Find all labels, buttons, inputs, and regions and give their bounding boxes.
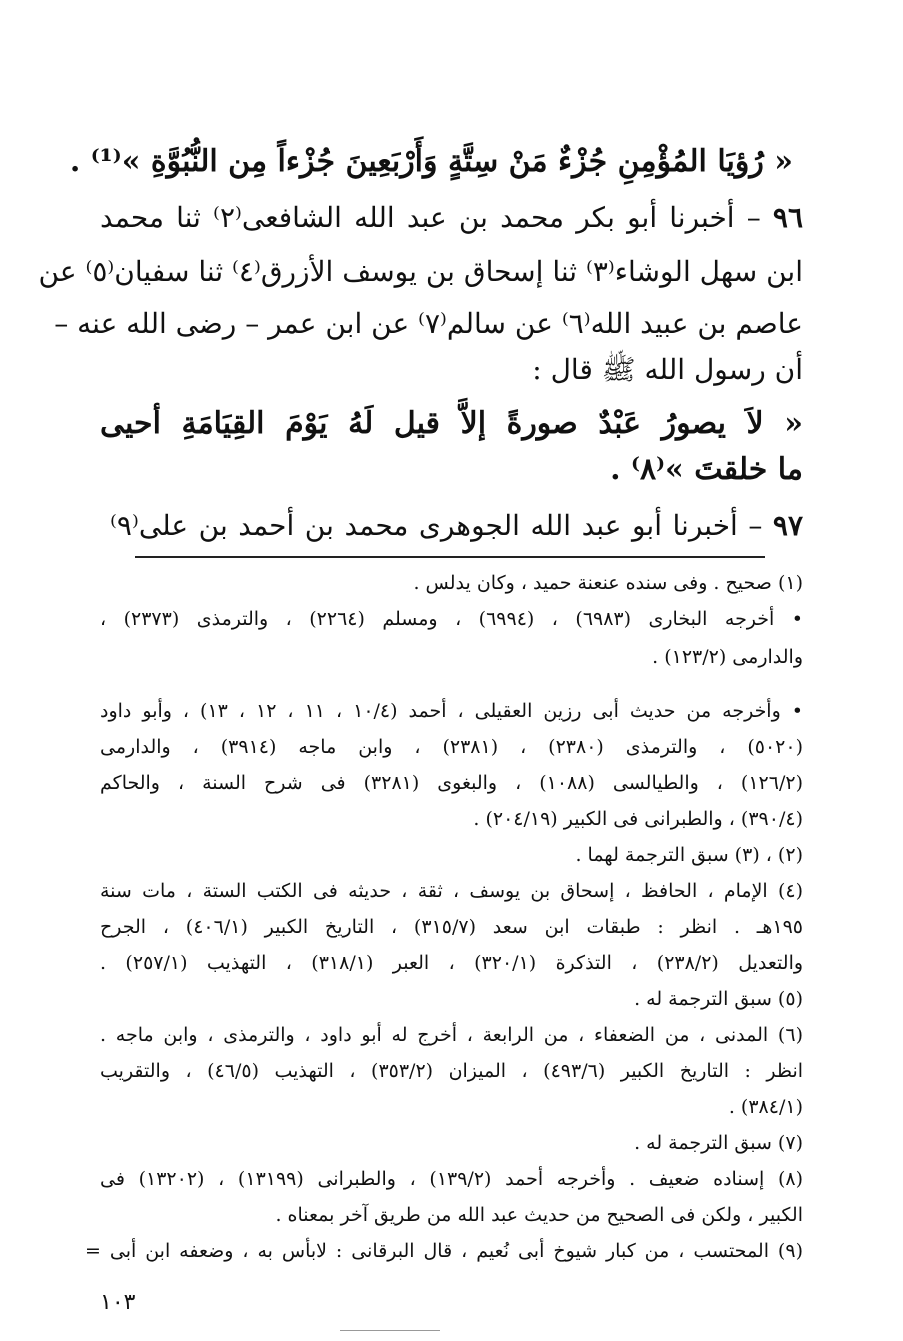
hadith-text: – أخبرنا أبو بكر محمد بن عبد الله الشافعى⁽٢⁾ ثنا محمد	[100, 201, 761, 234]
footnote-line: (٦) المدنى ، من الضعفاء ، من الرابعة ، أخرج له أبو داود ، والترمذى ، وابن ماجه .	[100, 1024, 803, 1046]
page-number: ١٠٣	[100, 1290, 136, 1315]
hadith-96-line-2: ابن سهل الوشاء⁽٣⁾ ثنا إسحاق بن يوسف الأزرق⁽٤⁾ ثنا سفيان⁽٥⁾ عن	[38, 255, 803, 288]
footnote-separator	[135, 556, 765, 558]
bottom-edge-mark	[340, 1330, 440, 1331]
hadith-96-line-3: عاصم بن عبيد الله⁽٦⁾ عن سالم⁽٧⁾ عن ابن عمر – رضى الله عنه –	[54, 307, 803, 340]
footnote-line: (٧) سبق الترجمة له .	[634, 1132, 803, 1154]
hadith-96-quote-1: « لاَ يصورُ عَبْدٌ صورةً إلاَّ قيل لَهُ يَوْمَ القِيَامَةِ أحيى	[100, 406, 803, 441]
footnote-line: (٥) سبق الترجمة له .	[634, 988, 803, 1010]
footnote-line: انظر : التاريخ الكبير (٤٩٣/٦) ، الميزان (٣٥٣/٢) ، التهذيب (٤٦/٥) ، والتقريب	[100, 1060, 804, 1082]
hadith-number: ٩٦	[772, 201, 803, 234]
footnote-line: (٥٠٢٠) ، والترمذى (٢٣٨٠) ، (٢٣٨١) ، وابن ماجه (٣٩١٤) ، والدارمى	[100, 736, 803, 758]
footnote-line: والدارمى (١٢٣/٢) .	[652, 646, 803, 668]
hadith-text: – أخبرنا أبو عبد الله الجوهرى محمد بن أحمد بن على⁽٩⁾	[110, 509, 763, 542]
footnote-line: (٣٨٤/١) .	[728, 1096, 803, 1118]
footnote-line: (٣٩٠/٤) ، والطبرانى فى الكبير (٢٠٤/١٩) .	[473, 808, 803, 830]
footnote-line: (٤) الإمام ، الحافظ ، إسحاق بن يوسف ، ثقة ، حديثه فى الكتب الستة ، مات سنة	[100, 880, 803, 902]
footnote-line: ١٩٥هـ . انظر : طبقات ابن سعد (٣١٥/٧) ، التاريخ الكبير (٤٠٦/١) ، الجرح	[100, 916, 803, 938]
hadith-number: ٩٧	[772, 509, 803, 542]
footnote-line: (١) صحيح . وفى سنده عنعنة حميد ، وكان يدلس .	[413, 572, 803, 594]
footnote-line: (٩) المحتسب ، من كبار شيوخ أبى نُعيم ، قال البرقانى : لابأس به ، وضعفه ابن أبى =	[85, 1240, 803, 1262]
footnote-line: (١٢٦/٢) ، والطيالسى (١٠٨٨) ، والبغوى (٣٢٨١) فى شرح السنة ، والحاكم	[100, 772, 803, 794]
footnote-line: والتعديل (٢٣٨/٢) ، التذكرة (٣٢٠/١) ، العبر (٣١٨/١) ، التهذيب (٢٥٧/١) .	[100, 952, 804, 974]
footnote-line: • وأخرجه من حديث أبى رزين العقيلى ، أحمد (١٠/٤ ، ١١ ، ١٢ ، ١٣) ، وأبو داود	[100, 700, 803, 722]
hadith-96-line-4: أن رسول الله ﷺ قال :	[532, 353, 803, 386]
footnote-line: (٢) ، (٣) سبق الترجمة لهما .	[575, 844, 803, 866]
footnote-line: (٨) إسناده ضعيف . وأخرجه أحمد (١٣٩/٢) ، والطبرانى (١٣١٩٩) ، (١٣٢٠٢) فى	[100, 1168, 804, 1190]
hadith-96-line-1	[100, 198, 803, 238]
hadith-96-quote-2: ما خلقتَ »⁽٨⁾ .	[610, 452, 803, 487]
footnote-line: • أخرجه البخارى (٦٩٨٣) ، (٦٩٩٤) ، ومسلم (٢٢٦٤) ، والترمذى (٢٣٧٣) ،	[100, 608, 803, 630]
hadith-95-end: « رُؤيَا المُؤْمِنِ جُزْءٌ مَنْ سِتَّةٍ وَأَرْبَعِينَ جُزْءاً مِن النُّبُوَّةِ »⁽¹⁾ .	[69, 144, 793, 179]
footnote-line: الكبير ، ولكن فى الصحيح من حديث عبد الله من طريق آخر بمعناه .	[275, 1204, 803, 1226]
hadith-97-line-1	[110, 506, 803, 546]
